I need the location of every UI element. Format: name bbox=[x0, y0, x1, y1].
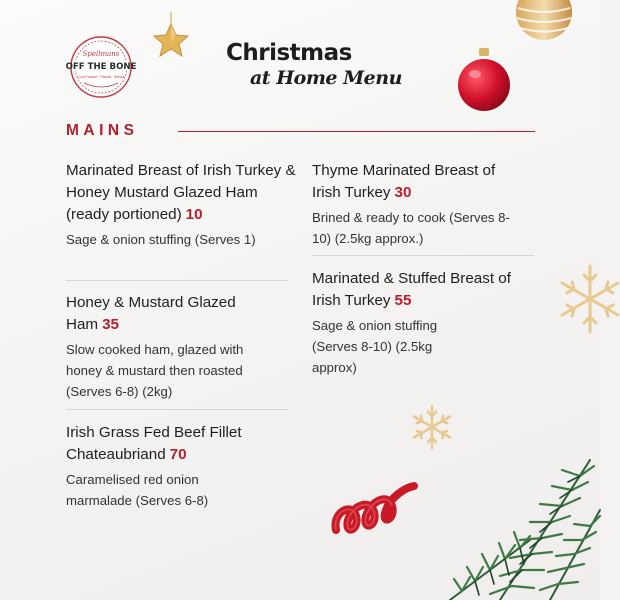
divider bbox=[66, 280, 288, 281]
menu-item bbox=[66, 292, 288, 402]
star-ornament-icon bbox=[146, 12, 196, 62]
section-title: MAINS bbox=[66, 122, 139, 139]
menu-item-description: Sage & onion stuffing (Serves 1) bbox=[66, 232, 256, 247]
menu-subtitle: at Home Menu bbox=[250, 67, 402, 89]
menu-item-description: Brined & ready to cook (Serves 8-10) (2.5kg approx.) bbox=[312, 210, 510, 246]
menu-item bbox=[66, 422, 288, 511]
menu-item bbox=[66, 160, 296, 250]
menu-item-price: 70 bbox=[169, 446, 187, 463]
svg-text:Cura Fadaid · Féasta · Blasta: Cura Fadaid · Féasta · Blasta bbox=[77, 75, 125, 79]
menu-item-name: Marinated & Stuffed Breast of Irish Turkey 55 bbox=[312, 270, 511, 309]
divider bbox=[66, 409, 288, 410]
svg-text:Spellmans: Spellmans bbox=[82, 50, 120, 58]
menu-item-price: 10 bbox=[185, 206, 203, 223]
snowflake-icon bbox=[560, 262, 620, 336]
menu-item-description: Sage & onion stuffing (Serves 8-10) (2.5kg approx) bbox=[312, 318, 438, 375]
divider bbox=[312, 255, 534, 256]
off-the-bone-logo bbox=[65, 36, 137, 98]
pine-branch-icon bbox=[390, 440, 600, 600]
menu-item-name: Marinated Breast of Irish Turkey & Honey Mustard Glazed Ham (ready portioned) 10 bbox=[66, 162, 296, 223]
menu-item-price: 55 bbox=[394, 292, 412, 309]
menu-title: Christmas bbox=[226, 40, 352, 66]
menu-item-name: Thyme Marinated Breast of Irish Turkey 30 bbox=[312, 162, 496, 201]
menu-item-description: Caramelised red onion marmalade (Serves 6-8) bbox=[66, 472, 209, 508]
menu-item-price: 35 bbox=[102, 316, 119, 333]
menu-item-name: Honey & Mustard Glazed Ham 35 bbox=[66, 294, 236, 333]
svg-text:OFF THE BONE: OFF THE BONE bbox=[65, 62, 137, 72]
menu-item-price: 30 bbox=[394, 184, 412, 201]
menu-item bbox=[312, 160, 527, 249]
menu-item bbox=[312, 268, 527, 378]
menu-item-name: Irish Grass Fed Beef Fillet Chateaubriand 70 bbox=[66, 424, 242, 463]
red-bauble-icon bbox=[455, 46, 513, 114]
section-rule bbox=[178, 131, 535, 132]
menu-item-description: Slow cooked ham, glazed with honey & mustard then roasted (Serves 6-8) (2kg) bbox=[66, 342, 244, 399]
gold-bauble-icon bbox=[512, 0, 576, 42]
